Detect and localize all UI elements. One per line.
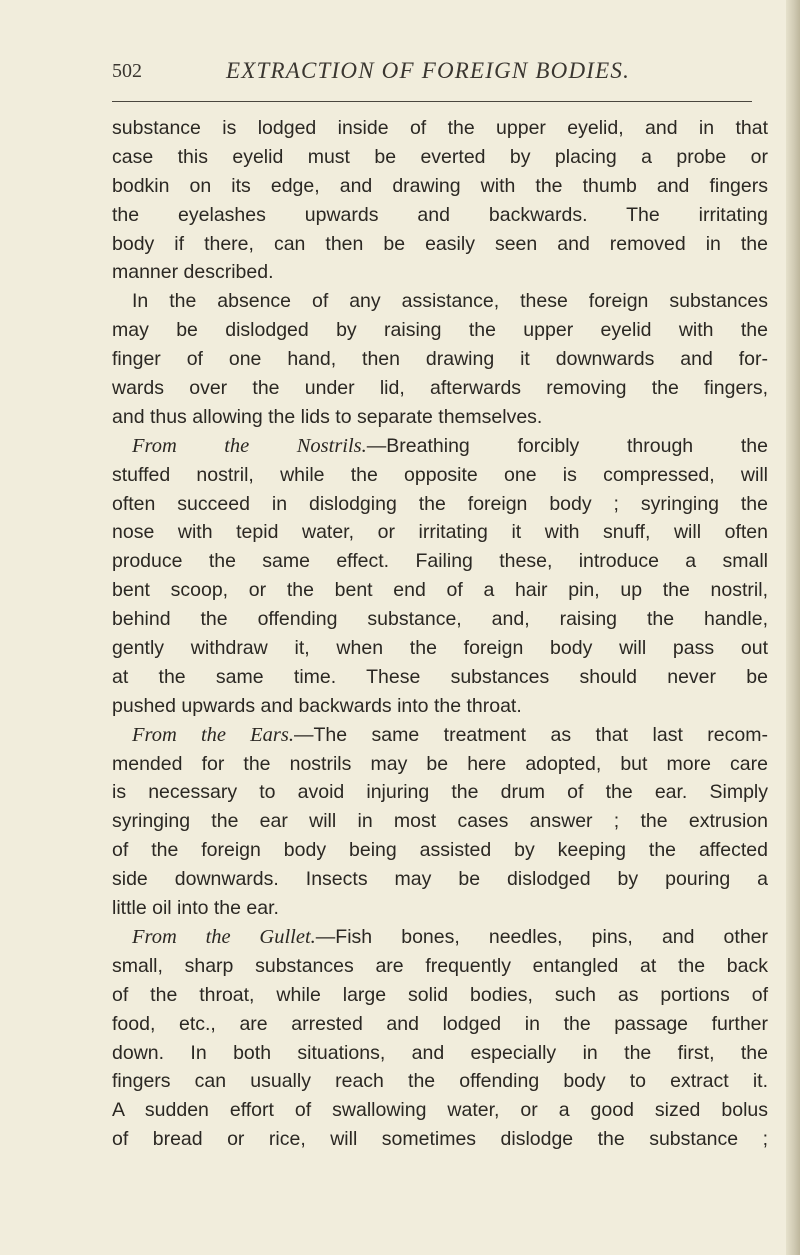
paragraph-line-ears [112,721,768,750]
text-line: of the throat, while large solid bodies, such as portions of [112,983,768,1006]
page-header [112,56,752,102]
text-line: of the foreign body being assisted by keeping the affected [112,839,768,862]
text-run: —Breathing forcibly through the [366,434,768,457]
text-line: finger of one hand, then drawing it downwards and for- [112,348,768,371]
page-number: 502 [112,60,142,82]
text-line: fingers can usually reach the offending body to extract it. [112,1070,768,1093]
text-run: —The same treatment as that last recom- [294,723,768,746]
paragraph-line-nostrils [112,432,768,461]
text-line: A sudden effort of swallowing water, or a good sized bolus [112,1099,768,1122]
text-line: behind the offending substance, and, raising the handle, [112,608,768,631]
text-line: food, etc., are arrested and lodged in the passage further [112,1012,768,1035]
text-line: small, sharp substances are frequently entangled at the back [112,954,768,977]
text-line: is necessary to avoid injuring the drum of the ear. Simply [112,781,768,804]
text-line: stuffed nostril, while the opposite one is compressed, will [112,463,768,486]
text-line: mended for the nostrils may be here adopted, but more care [112,752,768,775]
section-lead-gullet: From the Gullet. [132,925,316,948]
text-line: side downwards. Insects may be dislodged by pouring a [112,868,768,891]
text-line: case this eyelid must be everted by placing a probe or [112,145,768,168]
text-line: substance is lodged inside of the upper eyelid, and in that [112,117,768,139]
text-line: of bread or rice, will sometimes dislodge the substance ; [112,1128,768,1151]
text-line: the eyelashes upwards and backwards. The irritating [112,203,768,226]
section-lead-ears: From the Ears. [132,723,294,746]
text-run: —Fish bones, needles, pins, and other [315,925,769,948]
text-line: bodkin on its edge, and drawing with the thumb and fingers [112,174,768,197]
text-line: In the absence of any assistance, these foreign substances [132,290,768,313]
text-line: down. In both situations, and especially in the first, the [112,1041,768,1064]
text-line: bent scoop, or the bent end of a hair pin, up the nostril, [112,579,768,602]
text-line: gently withdraw it, when the foreign body will pass out [112,637,768,660]
text-line: syringing the ear will in most cases answer ; the extrusion [112,810,768,833]
text-line: produce the same effect. Failing these, introduce a small [112,550,768,573]
header-rule [112,101,752,102]
running-head: EXTRACTION OF FOREIGN BODIES. [226,58,631,83]
section-lead-nostrils: From the Nostrils. [132,434,367,457]
text-line: nose with tepid water, or irritating it with snuff, will often [112,521,768,544]
page-edge [786,0,800,1255]
text-line: at the same time. These substances should never be [112,665,768,688]
body-text [112,114,768,1154]
text-line: manner described. [112,261,274,284]
text-line: often succeed in dislodging the foreign body ; syringing the [112,492,768,515]
text-line: body if there, can then be easily seen and removed in the [112,232,768,255]
paragraph-line-gullet [112,923,768,952]
text-line: pushed upwards and backwards into the throat. [112,694,522,717]
text-line: and thus allowing the lids to separate themselves. [112,405,543,428]
text-line: wards over the under lid, afterwards removing the fingers, [112,377,768,400]
text-line: may be dislodged by raising the upper eyelid with the [112,319,768,342]
text-line: little oil into the ear. [112,897,279,920]
